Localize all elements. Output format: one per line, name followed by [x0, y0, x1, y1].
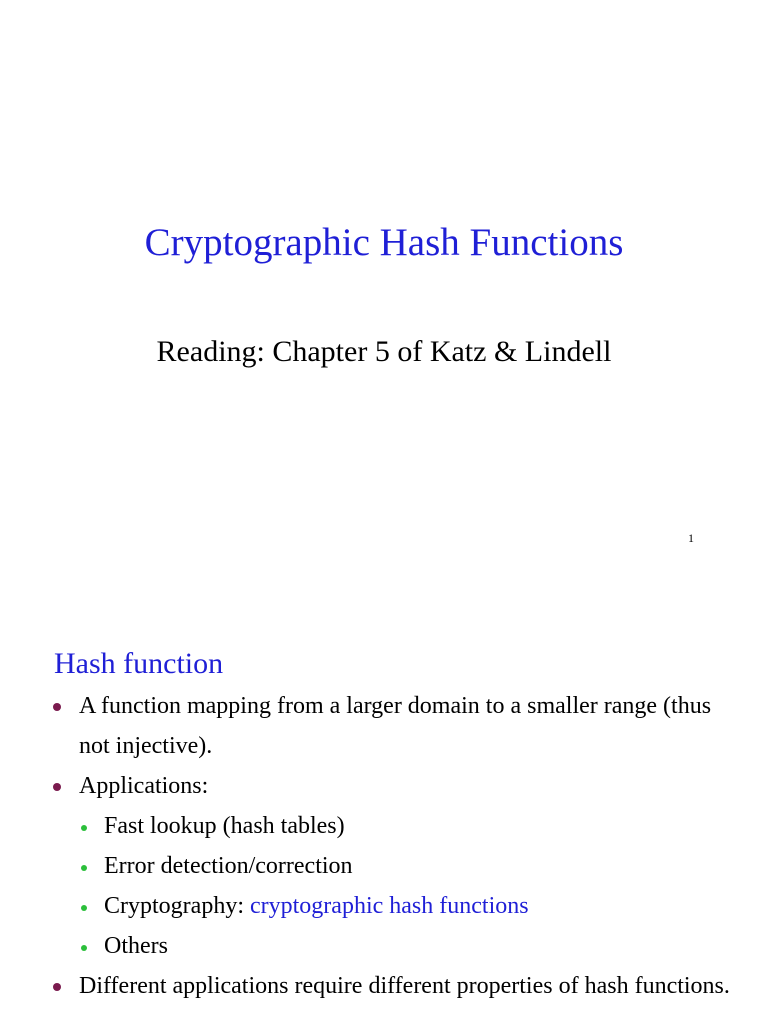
sub-bullet-item — [0, 926, 768, 966]
bullet-dot-icon — [53, 983, 61, 991]
sub-bullet-text: Cryptography: — [104, 893, 250, 919]
bullet-item — [0, 686, 739, 766]
sub-bullet-text: Error detection/correction — [104, 853, 353, 879]
sub-bullet-item — [0, 846, 768, 886]
sub-bullet-item — [0, 806, 768, 846]
sub-bullet-text: Others — [104, 933, 168, 959]
bullet-dot-icon — [53, 783, 61, 791]
bullet-text: Different applications require different properties of hash functions. — [79, 973, 730, 999]
slide-heading: Hash function — [54, 647, 224, 680]
sub-bullet-dot-icon — [81, 905, 87, 911]
bullet-item — [0, 766, 739, 806]
sub-bullet-item — [0, 886, 768, 926]
sub-bullet-dot-icon — [81, 825, 87, 831]
slide-title: Cryptographic Hash Functions — [144, 221, 624, 264]
reading-subtitle: Reading: Chapter 5 of Katz & Lindell — [156, 335, 612, 368]
page-number: 1 — [688, 531, 694, 545]
bullet-dot-icon — [53, 703, 61, 711]
bullet-item — [0, 966, 739, 1006]
slide-2 — [0, 576, 768, 1024]
sub-bullet-dot-icon — [81, 945, 87, 951]
bullet-text: Applications: — [79, 773, 209, 799]
sub-bullet-dot-icon — [81, 865, 87, 871]
bullet-text: A function mapping from a larger domain to a smaller range (thus not injective). — [79, 693, 712, 759]
cryptographic-hash-functions-link[interactable]: cryptographic hash functions — [249, 893, 529, 919]
sub-bullet-text: Fast lookup (hash tables) — [104, 813, 345, 839]
bullet-list — [0, 686, 768, 1006]
